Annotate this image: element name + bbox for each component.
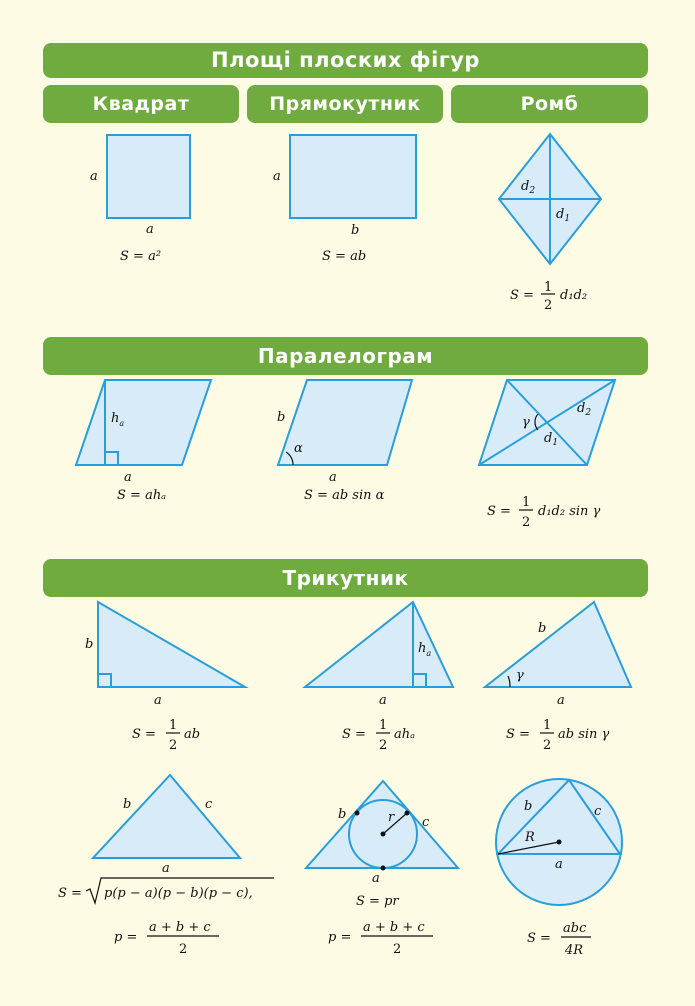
formula-circum-lhs: S =	[527, 931, 551, 946]
circumcircle-triangle-figure	[496, 779, 622, 958]
label-ha: $h_a$	[418, 641, 432, 658]
p-numerator: a + b + c	[363, 920, 425, 935]
p-denominator: 2	[179, 942, 188, 957]
triangle-shape	[98, 602, 245, 687]
page-title: Площі плоских фігур	[43, 43, 648, 78]
p-numerator: a + b + c	[149, 920, 211, 935]
formula-square: S = a²	[120, 249, 162, 264]
label-gamma: γ	[516, 668, 524, 683]
label-a: a	[555, 857, 563, 872]
p-denominator: 2	[393, 942, 402, 957]
square-figure	[90, 135, 190, 264]
formula-tri1-lhs: S =	[132, 727, 156, 742]
formula-tri1-rhs: ab	[184, 727, 201, 742]
formula-tri3-rhs: ab sin γ	[558, 727, 610, 742]
label-r: r	[388, 810, 395, 825]
label-gamma: γ	[522, 415, 530, 430]
heron-triangle-figure	[58, 775, 274, 957]
label-a: a	[162, 861, 170, 876]
incircle-triangle-figure	[306, 781, 458, 957]
circum-numerator: abc	[563, 921, 587, 936]
rectangle-shape	[290, 135, 416, 218]
label-c: c	[594, 804, 602, 819]
fraction-num: 1	[379, 718, 388, 733]
fraction-num: 1	[169, 718, 178, 733]
label-b: b	[351, 223, 360, 238]
header-rectangle: Прямокутник	[247, 85, 443, 123]
label-b: b	[85, 637, 94, 652]
triangle-angle-figure	[485, 602, 631, 753]
label-a: a	[154, 693, 162, 708]
fraction-den: 2	[169, 738, 178, 753]
formula-rhombus-rhs: d₁d₂	[560, 288, 588, 303]
rectangle-figure	[273, 135, 416, 264]
label-a: a	[557, 693, 565, 708]
label-a: a	[372, 871, 380, 886]
parallelogram-diagonals-figure	[479, 380, 615, 530]
label-b: b	[277, 410, 286, 425]
triangle-height-figure	[305, 602, 453, 753]
parallelogram-angle-figure	[277, 380, 412, 503]
triangle-shape	[93, 775, 240, 858]
label-d2: $d_2$	[577, 401, 592, 418]
formula-parallelogram-height: S = ahₐ	[117, 488, 167, 503]
label-d1: $d_1$	[544, 431, 559, 448]
label-a: a	[146, 222, 154, 237]
fraction-num: 1	[543, 718, 552, 733]
label-ha: $h_a$	[111, 411, 125, 428]
label-a: a	[379, 693, 387, 708]
label-a: a	[124, 470, 132, 485]
fraction-den: 2	[543, 738, 552, 753]
circum-denominator: 4R	[565, 943, 584, 958]
formula-rectangle: S = ab	[322, 249, 367, 264]
label-R: R	[525, 830, 535, 845]
square-shape	[107, 135, 190, 218]
label-b: b	[538, 621, 547, 636]
formula-p-lhs: p =	[114, 930, 138, 945]
header-square: Квадрат	[43, 85, 239, 123]
header-rhombus: Ромб	[451, 85, 648, 123]
label-alpha: α	[294, 441, 303, 456]
formula-heron-lhs: S =	[58, 886, 82, 901]
formula-tri3-lhs: S =	[506, 727, 530, 742]
formula-p-lhs: p =	[328, 930, 352, 945]
label-a: a	[90, 169, 98, 184]
formula-heron-root: p(p − a)(p − b)(p − c),	[104, 886, 253, 901]
section-triangle: Трикутник	[43, 559, 648, 597]
formula-inscribed: S = pr	[356, 894, 399, 909]
fraction-num: 1	[522, 495, 531, 510]
label-b: b	[338, 807, 347, 822]
fraction-den: 2	[544, 298, 553, 313]
formula-par3-lhs: S =	[487, 504, 511, 519]
fraction-den: 2	[379, 738, 388, 753]
formula-tri2-rhs: ahₐ	[394, 727, 416, 742]
label-c: c	[205, 797, 213, 812]
triangle-shape	[305, 602, 453, 687]
parallelogram-height-figure	[76, 380, 211, 503]
label-c: c	[422, 815, 430, 830]
formula-parallelogram-angle: S = ab sin α	[304, 488, 385, 503]
fraction-den: 2	[522, 515, 531, 530]
formula-tri2-lhs: S =	[342, 727, 366, 742]
section-parallelogram: Паралелограм	[43, 337, 648, 375]
formula-rhombus-lhs: S =	[510, 288, 534, 303]
formula-par3-rhs: d₁d₂ sin γ	[538, 504, 601, 519]
label-a: a	[273, 169, 281, 184]
label-d1: $d_1$	[556, 207, 571, 224]
label-d2: $d_2$	[521, 179, 536, 196]
label-b: b	[123, 797, 132, 812]
triangle-shape	[485, 602, 631, 687]
label-a: a	[329, 470, 337, 485]
fraction-num: 1	[544, 280, 553, 295]
parallelogram-shape	[76, 380, 211, 465]
rhombus-figure	[499, 134, 601, 313]
right-triangle-figure	[85, 602, 245, 753]
label-b: b	[524, 799, 533, 814]
